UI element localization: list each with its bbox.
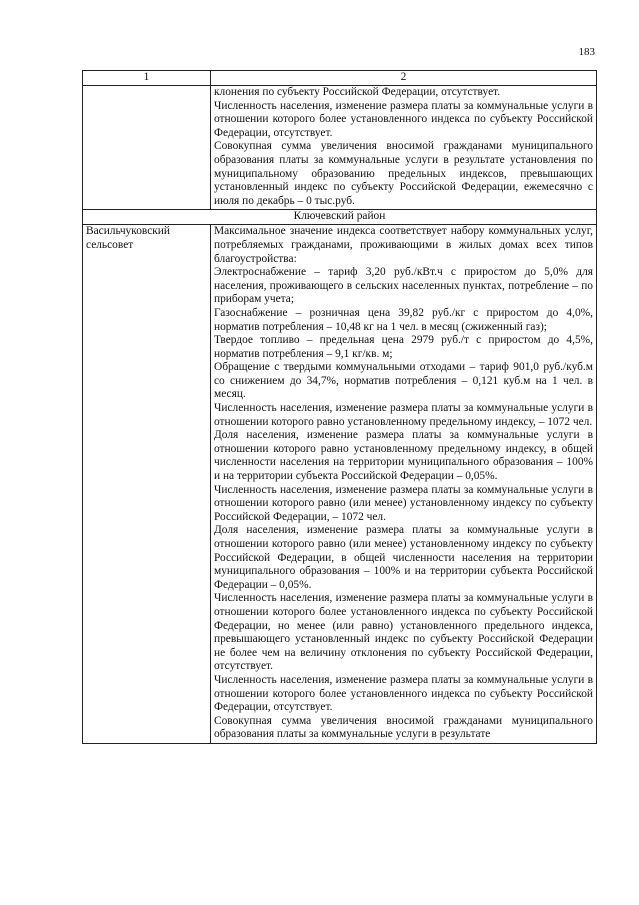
description-cell	[211, 225, 597, 744]
section-row	[83, 210, 597, 225]
paragraph: Электроснабжение – тариф 3,20 руб./кВт.ч с приростом до 5,0% для населения, проживающего в сельских населенных пунктах, потребление – по приборам учета;	[214, 266, 593, 306]
paragraph: Доля населения, изменение размера платы за коммунальные услуги в отношении которого равно (или менее) установленному индексу по субъекту Российской Федерации, в общей численности населения на территории муниципального образования – 100% и на территории субъекта Российской Федерации – 0,05%.	[214, 524, 593, 591]
paragraph: Численность населения, изменение размера платы за коммунальные услуги в отношении которого более установленного индекса по субъекту Российской Федерации, отсутствует.	[214, 673, 593, 714]
description-cell	[211, 86, 597, 210]
municipality-cell	[83, 86, 211, 210]
paragraph: Обращение с твердыми коммунальными отходами – тариф 901,0 руб./куб.м со снижением до 34,7%, норматив потребления – 0,121 куб.м на 1 чел. в месяц.	[214, 361, 593, 401]
paragraph: Численность населения, изменение размера платы за коммунальные услуги в отношении которого равно установленному предельному индексу, – 1072 чел.	[214, 402, 593, 428]
paragraph: Численность населения, изменение размера платы за коммунальные услуги в отношении которого более установленного индекса по субъекту Российской Федерации, отсутствует.	[214, 99, 593, 139]
paragraph: Доля населения, изменение размера платы за коммунальные услуги в отношении которого равно установленному предельному индексу, в общей численности населения на территории муниципального образования – 100% и на территории субъекта Российской Федерации – 0,05%.	[214, 429, 593, 483]
table-row	[83, 225, 597, 744]
paragraph: Газоснабжение – розничная цена 39,82 руб./кг с приростом до 4,0%, норматив потребления – 10,48 кг на 1 чел. в месяц (сжиженный газ);	[214, 306, 593, 333]
page-number: 183	[578, 46, 595, 58]
paragraph: клонения по субъекту Российской Федерации, отсутствует.	[214, 86, 501, 98]
paragraph: Совокупная сумма увеличения вносимой гражданами муниципального образования платы за коммунальные услуги в результате	[214, 714, 593, 741]
header-col-2: 2	[211, 71, 597, 86]
header-col-1: 1	[83, 71, 211, 86]
table-row-continued	[83, 86, 597, 210]
paragraph: Численность населения, изменение размера платы за коммунальные услуги в отношении которого равно (или менее) установленному индексу по субъекту Российской Федерации, – 1072 чел.	[214, 483, 593, 523]
paragraph: Совокупная сумма увеличения вносимой гражданами муниципального образования платы за коммунальные услуги в результате установления по муниципальному образованию предельных индексов, превышающих установленный индекс по субъекту Российской Федерации, ежемесячно с июля по декабрь – 0 тыс.руб.	[214, 140, 593, 207]
paragraph: Твердое топливо – предельная цена 2979 руб./т с приростом до 4,5%, норматив потребления – 9,1 кг/кв. м;	[214, 334, 593, 360]
paragraph: Максимальное значение индекса соответствует набору коммунальных услуг, потребляемых гражданами, проживающими в жилых домах всех типов благоустройства:	[214, 225, 593, 265]
municipality-name: Васильчуковский сельсовет	[83, 225, 211, 744]
section-title: Ключевский район	[83, 210, 597, 225]
paragraph: Численность населения, изменение размера платы за коммунальные услуги в отношении которого более установленного индекса по субъекту Российской Федерации, но менее (или равно) установленного предельного индекса, превышающего установленный индекс по субъекту Российской Федерации не более чем на величину отклонения по субъекту Российской Федерации, отсутствует.	[214, 592, 593, 673]
table-header-row	[83, 71, 597, 86]
tariff-table	[82, 70, 597, 744]
